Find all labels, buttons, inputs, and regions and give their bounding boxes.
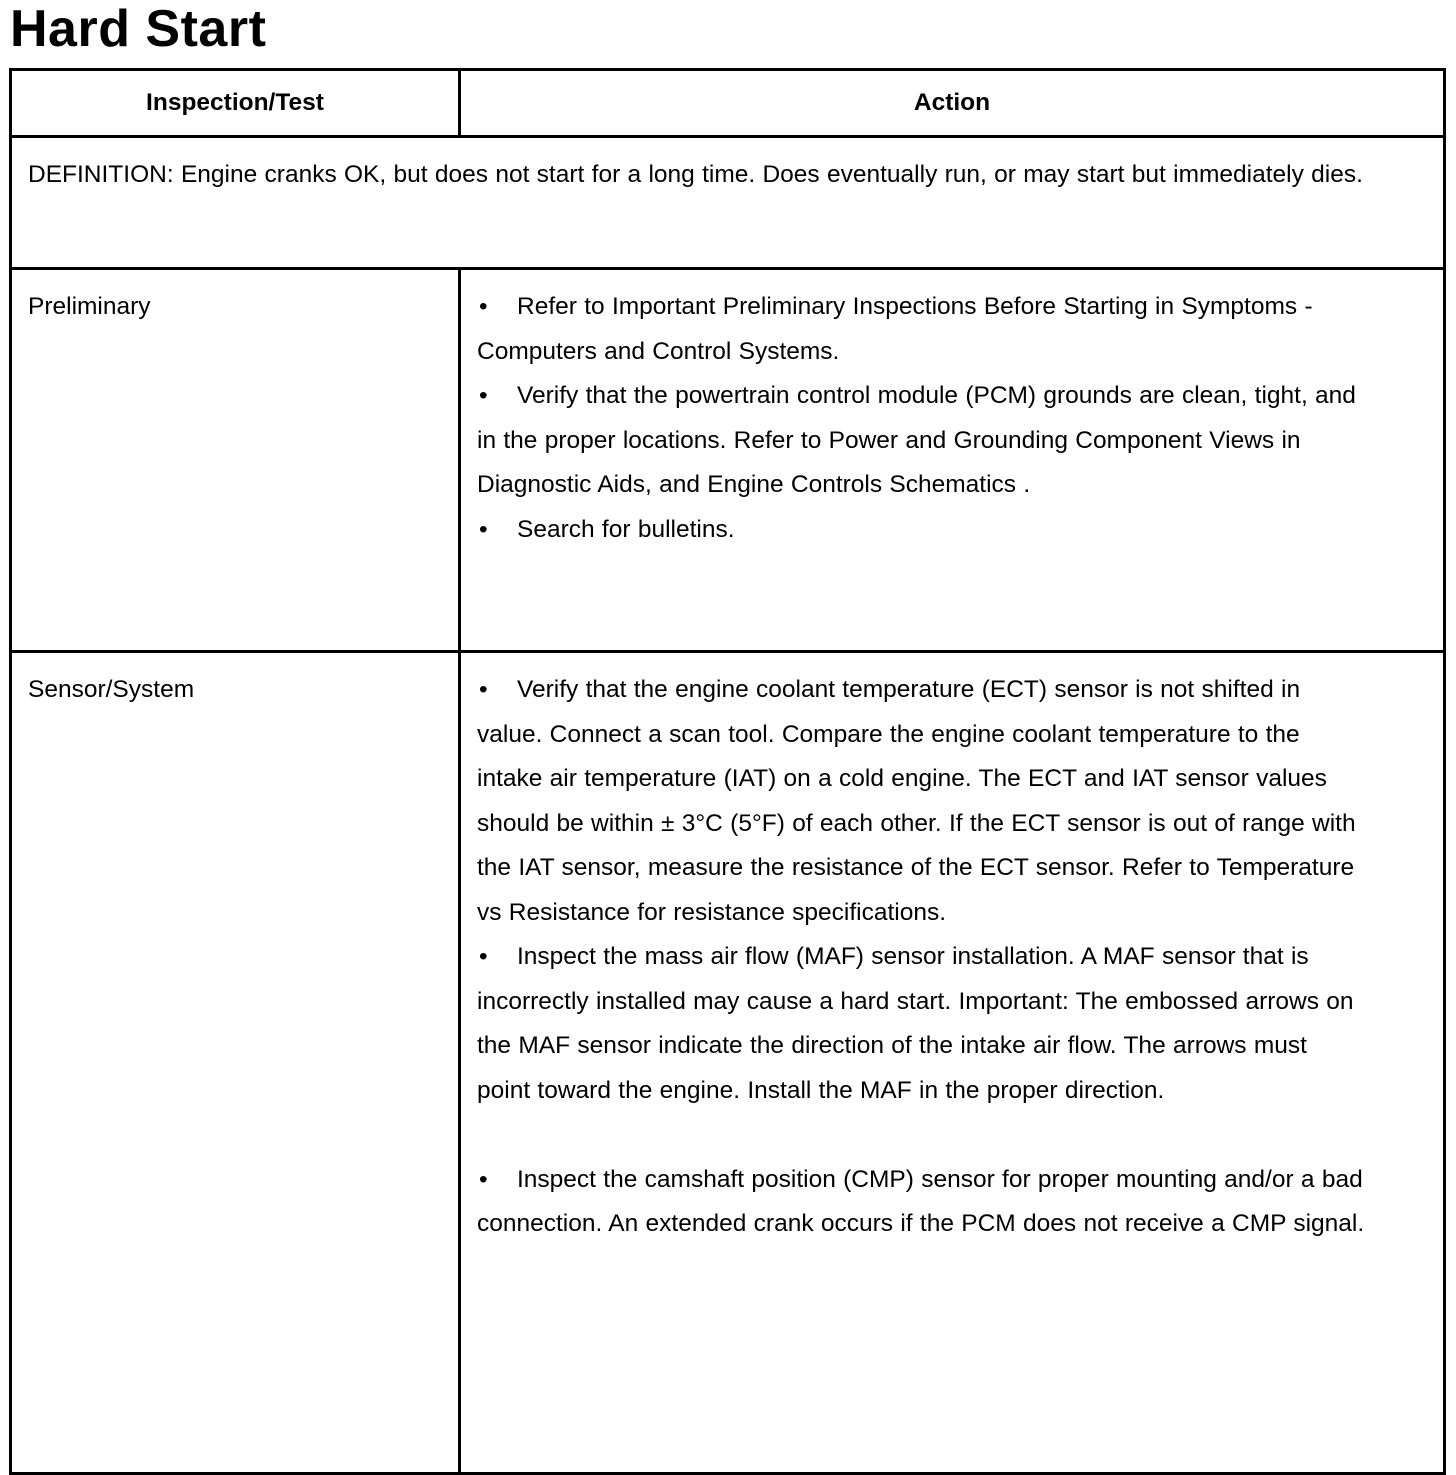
bullet-text: Verify that the engine coolant temperature (ECT) sensor is not shifted in value. Connect a scan tool. Compare the engine coolant temperature to the intake air temperature (IAT) on a cold engine. The ECT and IAT sensor values should be within ± 3°C (5°F) of each other. If the ECT sensor is out of range with the IAT sensor, measure the resistance of the ECT sensor. Refer to Temperature vs Resistance for resistance specifications.: [477, 676, 1356, 926]
bullet-icon: •: [479, 943, 488, 970]
action-cell-preliminary: [460, 269, 1445, 652]
table-row-sensor-system: [11, 652, 1445, 1474]
bullet-icon: •: [479, 382, 488, 409]
list-item: [477, 668, 1367, 935]
list-item: [477, 1158, 1367, 1247]
list-item: [477, 935, 1367, 1113]
bullet-text: Refer to Important Preliminary Inspections Before Starting in Symptoms - Computers and Control Systems.: [477, 293, 1313, 365]
definition-text: DEFINITION: Engine cranks OK, but does not start for a long time. Does eventually run, or may start but immediately dies.: [11, 137, 1445, 269]
table-header-row: [11, 70, 1445, 137]
row-label-preliminary: Preliminary: [11, 269, 460, 652]
bullet-icon: •: [479, 1165, 488, 1193]
bullet-text: Search for bulletins.: [517, 515, 735, 543]
list-item: [477, 508, 1367, 553]
hard-start-table: [9, 68, 1446, 1475]
bullet-text: Verify that the powertrain control module (PCM) grounds are clean, tight, and in the proper locations. Refer to Power and Grounding Component Views in Diagnostic Aids, and Engine Controls Schematics .: [477, 382, 1356, 498]
page-title: Hard Start: [10, 0, 267, 58]
header-inspection-test: Inspection/Test: [11, 70, 460, 137]
row-label-sensor-system: Sensor/System: [11, 652, 460, 1474]
list-item: [477, 374, 1367, 508]
bullet-text: Inspect the camshaft position (CMP) sensor for proper mounting and/or a bad connection. An extended crank occurs if the PCM does not receive a CMP signal.: [477, 1165, 1365, 1237]
bullet-icon: •: [479, 676, 488, 703]
definition-row: [11, 137, 1445, 269]
list-item: [477, 285, 1367, 374]
bullet-icon: •: [479, 293, 488, 320]
header-action: Action: [460, 70, 1445, 137]
bullet-text: Inspect the mass air flow (MAF) sensor installation. A MAF sensor that is incorrectly installed may cause a hard start. Important: The embossed arrows on the MAF sensor indicate the direction of the intake air flow. The arrows must point toward the engine. Install the MAF in the proper direction.: [477, 943, 1354, 1104]
table-row-preliminary: [11, 269, 1445, 652]
bullet-icon: •: [479, 515, 488, 543]
blank-line: [477, 1113, 1367, 1158]
action-cell-sensor-system: [460, 652, 1445, 1474]
